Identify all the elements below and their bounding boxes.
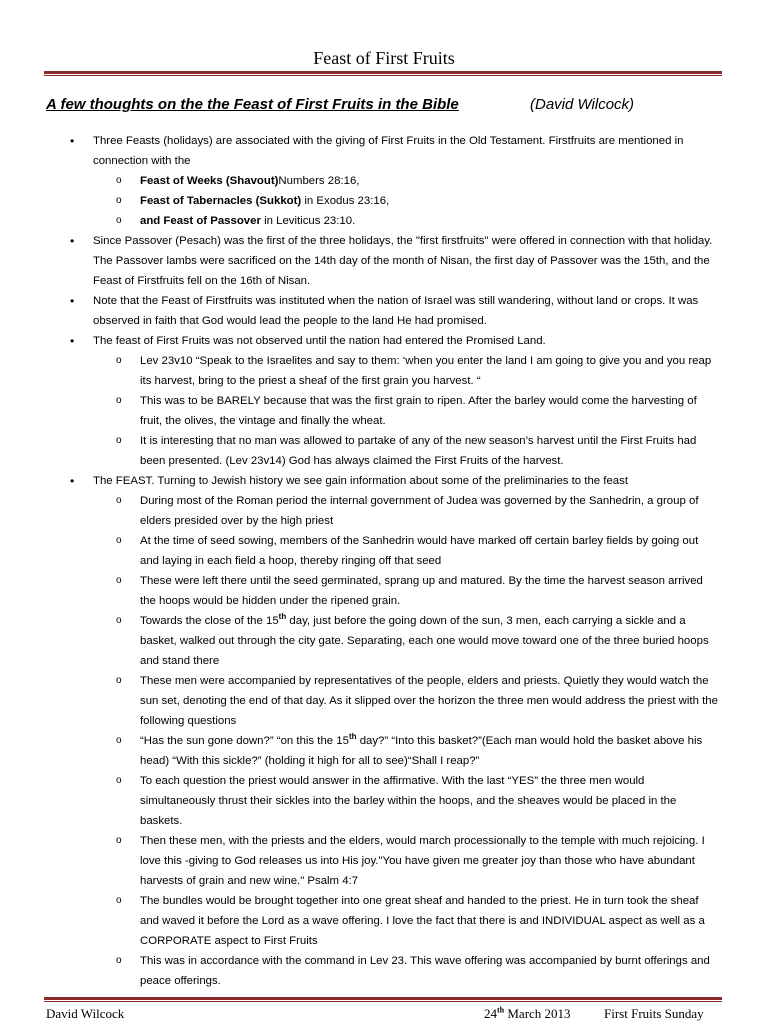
sub-bullet-item bbox=[140, 771, 720, 831]
footer-date bbox=[484, 1006, 571, 1022]
sub-bullet-item bbox=[140, 431, 720, 471]
footer-title: First Fruits Sunday bbox=[604, 1006, 704, 1021]
item-text: in Leviticus 23:10. bbox=[260, 215, 356, 227]
sub-bullet-item bbox=[140, 351, 720, 391]
sub-bullet-item bbox=[140, 611, 720, 671]
bullet-list bbox=[0, 131, 768, 991]
item-text: and Feast of Passover bbox=[140, 215, 261, 227]
item-text: To each question the priest would answer in the affirmative. With the last “YES” the three men would simultaneously thrust their sickles into the barley within the hoops, and the sheaves would be placed in the baskets. bbox=[140, 775, 677, 827]
item-text: Feast of Tabernacles (Sukkot) bbox=[140, 195, 302, 207]
item-text: day, just before the going down of the sun, 3 men, each carrying a sickle and a basket, walked out through the city gate. Separating, each one would move toward one of the three buried hoops and stand there bbox=[140, 615, 709, 667]
sub-bullet-item bbox=[140, 571, 720, 611]
subtitle-author: (David Wilcock) bbox=[530, 96, 635, 113]
item-text: These were left there until the seed germinated, sprang up and matured. By the time the harvest season arrived the hoops would be hidden under the ripened grain. bbox=[140, 575, 703, 607]
ordinal-suffix: th bbox=[348, 732, 357, 742]
bullet-item bbox=[93, 131, 719, 171]
bullet-item bbox=[93, 291, 719, 331]
item-text: It is interesting that no man was allowed to partake of any of the new season’s harvest until the First Fruits had been presented. (Lev 23v14) God has always claimed the First Fruits of the harvest. bbox=[140, 435, 697, 467]
item-text: The FEAST. Turning to Jewish history we see gain information about some of the preliminaries to the feast bbox=[93, 475, 628, 487]
item-text: These men were accompanied by representatives of the people, elders and priests. Quietly they would watch the sun set, denoting the end of that day. As it slipped over the horizon the three men would address the priest with the following questions bbox=[140, 675, 718, 727]
footer-date-rest: March 2013 bbox=[504, 1006, 571, 1021]
item-text: Then these men, with the priests and the elders, would march processionally to the temple with much rejoicing. I love this -giving to God releases us into His joy."You have given me greater joy than those who have abundant harvests of grain and new wine." Psalm 4:7 bbox=[140, 835, 705, 887]
item-text: The feast of First Fruits was not observed until the nation had entered the Promised Land. bbox=[93, 335, 546, 347]
sub-bullet-item bbox=[140, 831, 720, 891]
sub-bullet-item bbox=[140, 531, 720, 571]
item-text: At the time of seed sowing, members of the Sanhedrin would have marked off certain barley fields by going out and laying in each field a hoop, thereby ringing off that seed bbox=[140, 535, 699, 567]
page-title: Feast of First Fruits bbox=[313, 48, 455, 68]
footer-divider-thin bbox=[44, 1001, 722, 1002]
item-text: in Exodus 23:16, bbox=[301, 195, 390, 207]
sub-bullet-item bbox=[140, 491, 720, 531]
sub-bullet-item bbox=[140, 731, 720, 771]
document-subtitle bbox=[46, 96, 635, 113]
sub-bullet-item bbox=[140, 171, 720, 191]
bullet-item bbox=[93, 471, 719, 491]
sub-bullet-item bbox=[140, 671, 720, 731]
item-text: “Has the sun gone down?” “on this the 15 bbox=[140, 735, 349, 747]
item-text: The bundles would be brought together into one great sheaf and handed to the priest. He in turn took the sheaf and waved it before the Lord as a wave offering. I love the fact that there is and INDIVIDUAL aspect as well as a CORPORATE aspect to First Fruits bbox=[140, 895, 705, 947]
header-divider-thin bbox=[44, 75, 722, 76]
item-text: Since Passover (Pesach) was the first of the three holidays, the "first firstfruits" were offered in connection with that holiday. The Passover lambs were sacrificed on the 14th day of the month of Nisan, the first day of Passover was the 15th, and the Feast of Firstfruits fell on the 16th of Nisan. bbox=[93, 235, 713, 287]
subtitle-text: A few thoughts on the the Feast of First Fruits in the Bible bbox=[46, 96, 459, 113]
footer-divider bbox=[44, 997, 722, 1000]
footer-date-day: 24 bbox=[484, 1006, 497, 1021]
sub-bullet-item bbox=[140, 951, 720, 991]
item-text: This was in accordance with the command in Lev 23. This wave offering was accompanied by burnt offerings and peace offerings. bbox=[140, 955, 710, 987]
sub-bullet-item bbox=[140, 211, 720, 231]
sub-bullet-item bbox=[140, 191, 720, 211]
item-text: Three Feasts (holidays) are associated with the giving of First Fruits in the Old Testament. Firstfruits are mentioned in connection with the bbox=[93, 135, 684, 167]
item-text: This was to be BARELY because that was the first grain to ripen. After the barley would come the harvesting of fruit, the olives, the vintage and finally the wheat. bbox=[140, 395, 697, 427]
item-text: Numbers 28:16, bbox=[278, 175, 360, 187]
item-text: Feast of Weeks (Shavout) bbox=[140, 175, 279, 187]
bullet-item bbox=[93, 331, 719, 351]
footer-date-suffix: th bbox=[497, 1005, 505, 1015]
ordinal-suffix: th bbox=[278, 612, 287, 622]
item-text: day?” “Into this basket?”(Each man would hold the basket above his head) “With this sickle?” (holding it high for all to see)“Shall I reap?” bbox=[140, 735, 703, 767]
item-text: Note that the Feast of Firstfruits was instituted when the nation of Israel was still wandering, without land or crops. It was observed in faith that God would lead the people to the land He had promised. bbox=[93, 295, 699, 327]
bullet-item bbox=[93, 231, 719, 291]
header-divider bbox=[44, 71, 722, 74]
item-text: Towards the close of the 15 bbox=[140, 615, 279, 627]
footer-author: David Wilcock bbox=[46, 1006, 125, 1021]
sub-bullet-item bbox=[140, 891, 720, 951]
sub-bullet-item bbox=[140, 391, 720, 431]
item-text: During most of the Roman period the internal government of Judea was governed by the Sanhedrin, a group of elders presided over by the high priest bbox=[140, 495, 699, 527]
item-text: Lev 23v10 “Speak to the Israelites and say to them: ‘when you enter the land I am going to give you and you reap its harvest, bring to the priest a sheaf of the first grain you harvest. “ bbox=[140, 355, 712, 387]
